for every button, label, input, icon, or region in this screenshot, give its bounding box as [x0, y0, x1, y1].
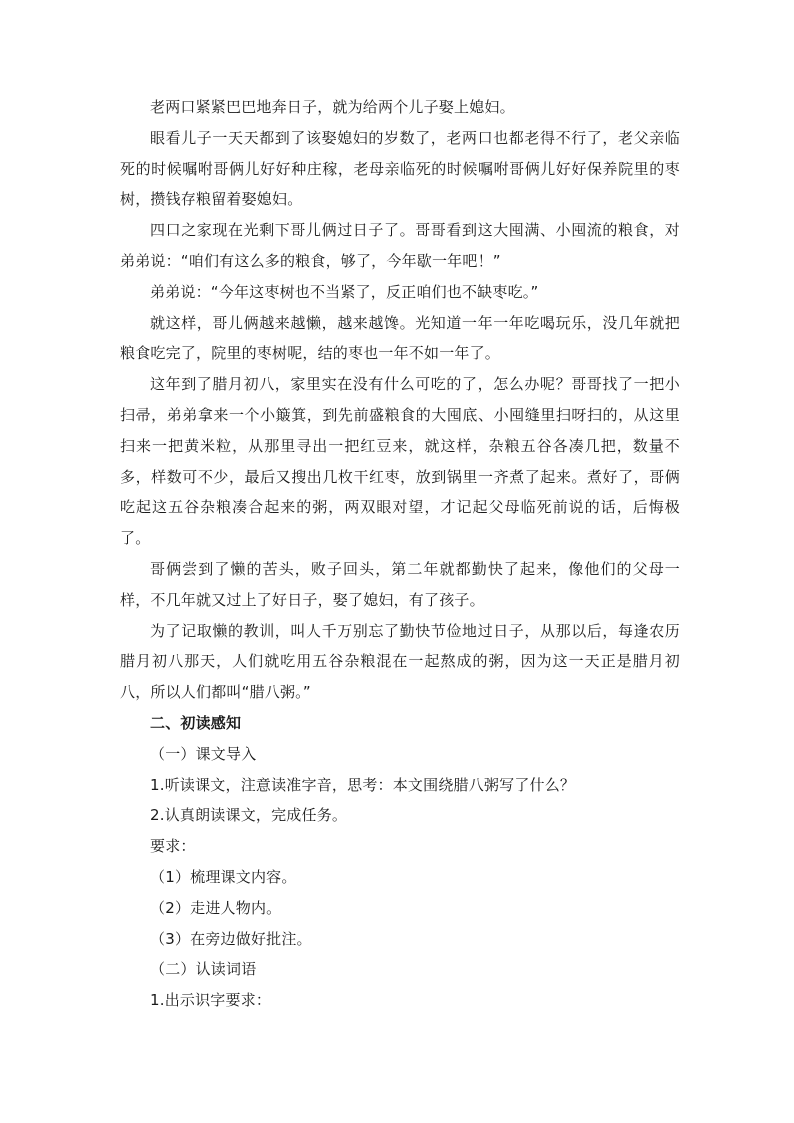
- section-heading: 二、初读感知: [150, 713, 242, 732]
- task-item-2: 2.认真朗读课文，完成任务。: [150, 806, 348, 825]
- task-item-1: 1.听读课文，注意读准字音，思考：本文围绕腊八粥写了什么？: [150, 775, 576, 794]
- vocabulary-item-1: 1.出示识字要求：: [150, 991, 272, 1010]
- subsection-vocabulary: （二）认读词语: [150, 960, 257, 979]
- requirement-3: （3）在旁边做好批注。: [150, 929, 312, 948]
- requirement-1: （1）梳理课文内容。: [150, 867, 297, 886]
- requirements-label: 要求：: [150, 837, 196, 856]
- requirement-2: （2）走进人物内。: [150, 898, 282, 917]
- paragraph-6: 这年到了腊月初八，家里实在没有什么可吃的了，怎么办呢？哥哥找了一把小扫帚，弟弟拿来一个小簸箕，到先前盛粮食的大囤底、小囤缝里扫呀扫的，从这里扫来一把黄米粒，从那里寻出一把红豆来，就这样，杂粮五谷各凑几把，数量不多，样数可不少，最后又搜出几枚干红枣，放到锅里一齐煮了起来。煮好了，哥俩吃起这五谷杂粮凑合起来的粥，两双眼对望，才记起父母临死前说的话，后悔极了。: [120, 375, 680, 548]
- paragraph-8: 为了记取懒的教训，叫人千万别忘了勤快节俭地过日子，从那以后，每逢农历腊月初八那天，人们就吃用五谷杂粮混在一起熬成的粥，因为这一天正是腊月初八，所以人们都叫“腊八粥。”: [120, 621, 680, 702]
- paragraph-1: 老两口紧紧巴巴地奔日子，就为给两个儿子娶上媳妇。: [150, 98, 515, 116]
- document-body: [120, 92, 680, 1016]
- paragraph-7: 哥俩尝到了懒的苦头，败子回头，第二年就都勤快了起来，像他们的父母一样，不几年就又过上了好日子，娶了媳妇，有了孩子。: [120, 559, 680, 609]
- paragraph-2: 眼看儿子一天天都到了该娶媳妇的岁数了，老两口也都老得不行了，老父亲临死的时候嘱咐哥俩儿好好种庄稼，老母亲临死的时候嘱咐哥俩儿好好保养院里的枣树，攒钱存粮留着娶媳妇。: [120, 128, 680, 209]
- paragraph-4: 弟弟说：“今年这枣树也不当紧了，反正咱们也不缺枣吃。”: [150, 282, 539, 301]
- paragraph-5: 就这样，哥儿俩越来越懒，越来越馋。光知道一年一年吃喝玩乐，没几年就把粮食吃完了，院里的枣树呢，结的枣也一年不如一年了。: [120, 313, 680, 363]
- subsection-intro: （一）课文导入: [150, 744, 257, 763]
- paragraph-3: 四口之家现在光剩下哥儿俩过日子了。哥哥看到这大囤满、小囤流的粮食，对弟弟说：“咱们有这么多的粮食，够了，今年歇一年吧！”: [120, 221, 680, 270]
